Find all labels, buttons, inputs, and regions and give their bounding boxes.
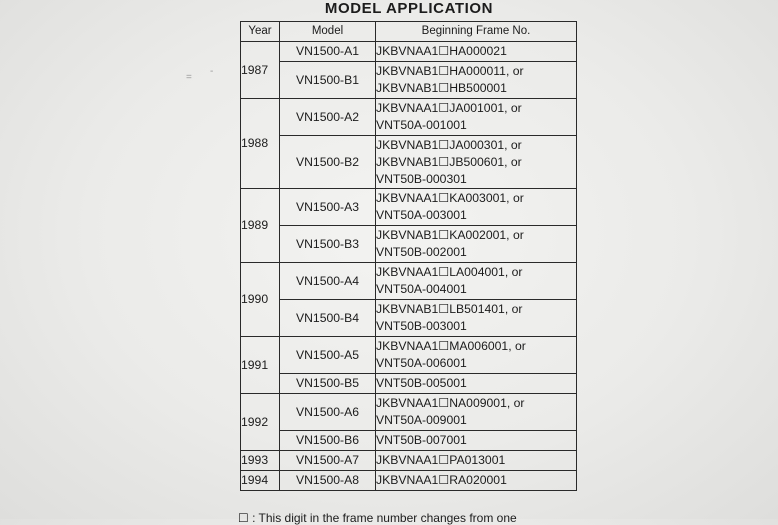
table-row xyxy=(241,394,577,431)
model-cell: VN1500-A4 xyxy=(280,263,376,300)
table-row xyxy=(241,62,577,99)
footnote: ☐ : This digit in the frame number changes from one xyxy=(238,511,517,525)
frame-cell: VNT50B-005001 xyxy=(376,374,577,394)
table-row xyxy=(241,42,577,62)
table-row xyxy=(241,226,577,263)
model-cell: VN1500-A8 xyxy=(280,471,376,491)
model-cell: VN1500-B1 xyxy=(280,62,376,99)
paper-mark-icon: - xyxy=(210,66,214,77)
year-cell: 1994 xyxy=(241,471,280,491)
table-row xyxy=(241,300,577,337)
frame-cell: VNT50B-007001 xyxy=(376,431,577,451)
frame-cell: JKBVNAA1☐MA006001, or VNT50A-006001 xyxy=(376,337,577,374)
frame-cell: JKBVNAB1☐JA000301, or JKBVNAB1☐JB500601, or VNT50B-000301 xyxy=(376,136,577,189)
frame-cell: JKBVNAA1☐JA001001, or VNT50A-001001 xyxy=(376,99,577,136)
table-row xyxy=(241,263,577,300)
header-model: Model xyxy=(280,22,376,42)
model-cell: VN1500-A2 xyxy=(280,99,376,136)
model-application-table xyxy=(240,21,577,491)
page-title: MODEL APPLICATION xyxy=(324,0,494,17)
table-row xyxy=(241,431,577,451)
table-row xyxy=(241,451,577,471)
year-cell: 1989 xyxy=(241,189,280,263)
table-row xyxy=(241,189,577,226)
frame-cell: JKBVNAA1☐PA013001 xyxy=(376,451,577,471)
model-cell: VN1500-A6 xyxy=(280,394,376,431)
frame-cell: JKBVNAA1☐KA003001, or VNT50A-003001 xyxy=(376,189,577,226)
header-year: Year xyxy=(241,22,280,42)
year-cell: 1993 xyxy=(241,451,280,471)
model-cell: VN1500-A1 xyxy=(280,42,376,62)
model-cell: VN1500-A3 xyxy=(280,189,376,226)
year-cell: 1991 xyxy=(241,337,280,394)
table-row xyxy=(241,337,577,374)
table-row xyxy=(241,99,577,136)
frame-cell: JKBVNAB1☐HA000011, or JKBVNAB1☐HB500001 xyxy=(376,62,577,99)
year-cell: 1987 xyxy=(241,42,280,99)
frame-cell: JKBVNAA1☐RA020001 xyxy=(376,471,577,491)
model-cell: VN1500-A7 xyxy=(280,451,376,471)
year-cell: 1988 xyxy=(241,99,280,189)
frame-cell: JKBVNAA1☐NA009001, or VNT50A-009001 xyxy=(376,394,577,431)
model-cell: VN1500-B3 xyxy=(280,226,376,263)
model-cell: VN1500-B4 xyxy=(280,300,376,337)
frame-cell: JKBVNAA1☐HA000021 xyxy=(376,42,577,62)
table-row xyxy=(241,374,577,394)
model-cell: VN1500-B6 xyxy=(280,431,376,451)
frame-cell: JKBVNAB1☐KA002001, or VNT50B-002001 xyxy=(376,226,577,263)
year-cell: 1990 xyxy=(241,263,280,337)
model-cell: VN1500-B2 xyxy=(280,136,376,189)
table-header-row xyxy=(241,22,577,42)
paper-mark-icon: = xyxy=(186,72,192,83)
year-cell: 1992 xyxy=(241,394,280,451)
header-frame-no: Beginning Frame No. xyxy=(376,22,577,42)
table-row xyxy=(241,136,577,189)
model-cell: VN1500-A5 xyxy=(280,337,376,374)
frame-cell: JKBVNAA1☐LA004001, or VNT50A-004001 xyxy=(376,263,577,300)
model-cell: VN1500-B5 xyxy=(280,374,376,394)
table-row xyxy=(241,471,577,491)
frame-cell: JKBVNAB1☐LB501401, or VNT50B-003001 xyxy=(376,300,577,337)
